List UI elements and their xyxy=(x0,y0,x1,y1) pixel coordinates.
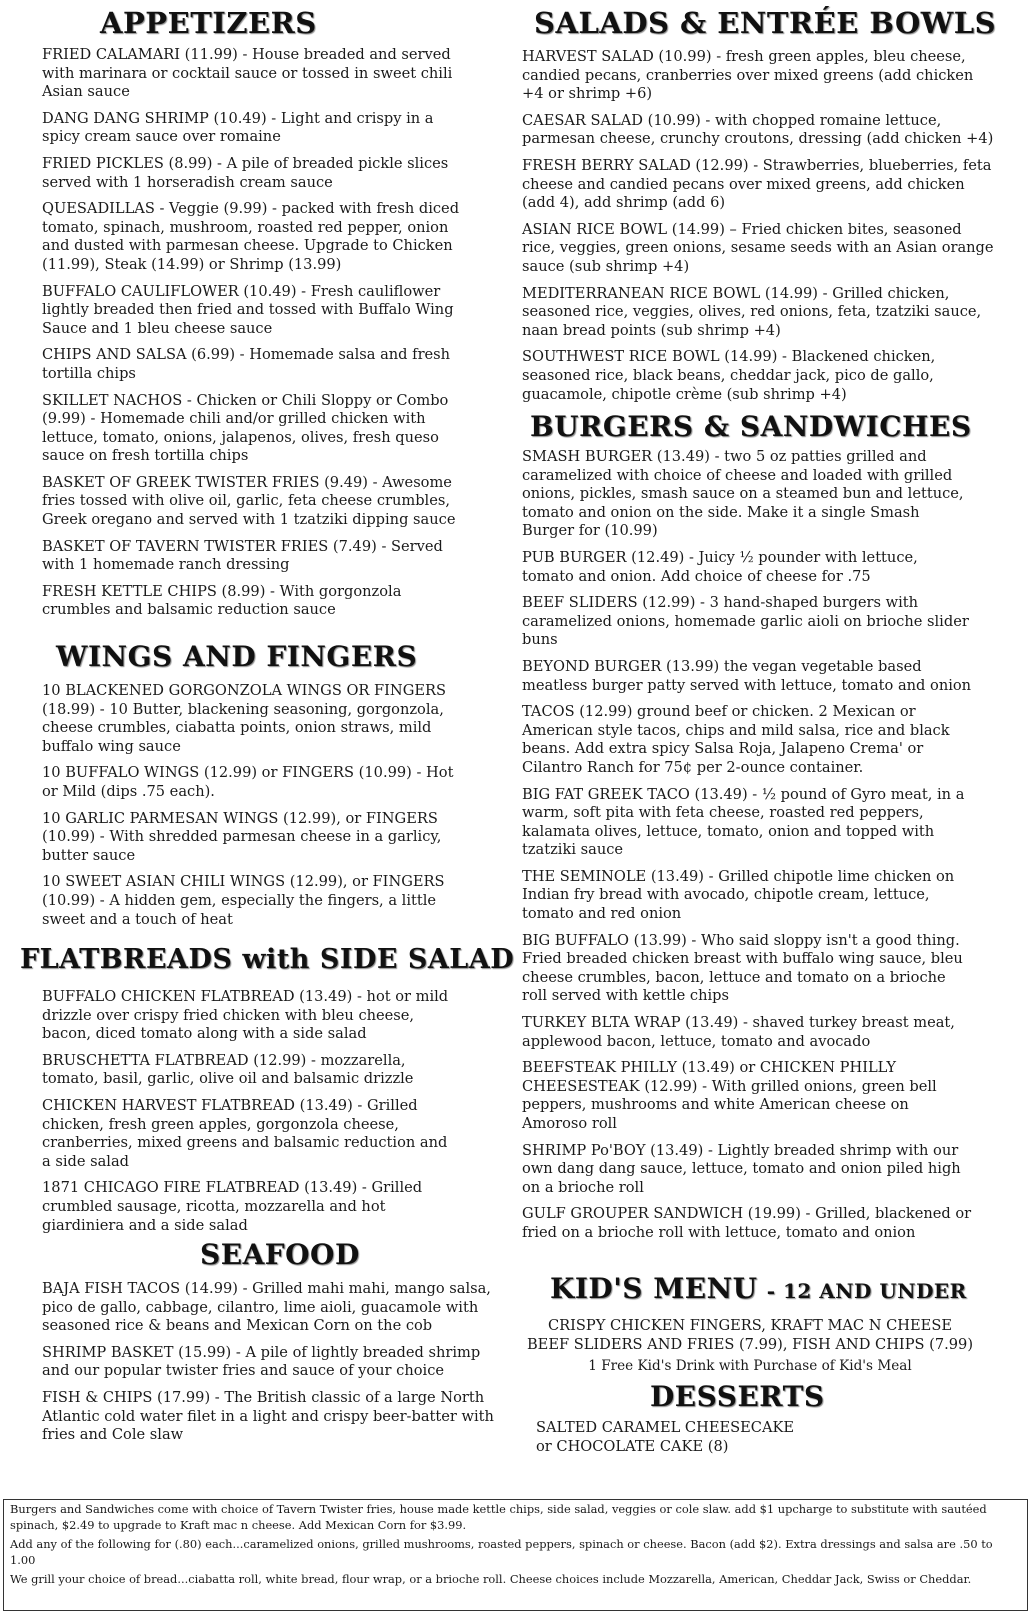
burger-item: GULF GROUPER SANDWICH (19.99) - Grilled, blackened or fried on a brioche roll with lettuce, tomato and onion xyxy=(522,1205,972,1241)
seafood-list xyxy=(42,1280,512,1453)
appetizer-item: BASKET OF TAVERN TWISTER FRIES (7.49) - Served with 1 homemade ranch dressing xyxy=(42,537,443,574)
wings-list xyxy=(42,682,462,937)
kids-menu xyxy=(500,1316,1000,1376)
salads-title: SALADS & ENTRÉE BOWLS xyxy=(534,6,997,40)
desserts-line-2: or CHOCOLATE CAKE (8) xyxy=(536,1438,729,1455)
burger-item: TACOS (12.99) ground beef or chicken. 2 Mexican or American style tacos, chips and mild salsa, rice and black beans. Add extra spicy Salsa Roja, Jalapeno Crema' or Cilantro Ranch for 75¢ per 2-ounce container. xyxy=(522,703,950,776)
footer-notes xyxy=(3,1499,1028,1611)
wings-item: 10 SWEET ASIAN CHILI WINGS (12.99), or FINGERS (10.99) - A hidden gem, especially the fingers, a little sweet and a touch of heat xyxy=(42,873,445,928)
burger-item: PUB BURGER (12.49) - Juicy ½ pounder with lettuce, tomato and onion. Add choice of cheese for .75 xyxy=(522,548,918,585)
appetizer-item: BUFFALO CAULIFLOWER (10.49) - Fresh cauliflower lightly breaded then fried and tossed with Buffalo Wing Sauce and 1 bleu cheese sauce xyxy=(42,282,454,337)
salad-item: HARVEST SALAD (10.99) - fresh green apples, bleu cheese, candied pecans, cranberries over mixed greens (add chicken +4 or shrimp +6) xyxy=(522,48,974,103)
appetizer-item: DANG DANG SHRIMP (10.49) - Light and crispy in a spicy cream sauce over romaine xyxy=(42,109,434,146)
kids-line-1: CRISPY CHICKEN FINGERS, KRAFT MAC N CHEESE xyxy=(548,1317,952,1334)
appetizers-title: APPETIZERS xyxy=(100,6,317,40)
wings-item: 10 BLACKENED GORGONZOLA WINGS OR FINGERS (18.99) - 10 Butter, blackening seasoning, gorgonzola, cheese crumbles, ciabatta points, onion straws, mild buffalo wing sauce xyxy=(42,682,447,755)
wings-item: 10 BUFFALO WINGS (12.99) or FINGERS (10.99) - Hot or Mild (dips .75 each). xyxy=(42,764,454,800)
appetizer-item: FRESH KETTLE CHIPS (8.99) - With gorgonzola crumbles and balsamic reduction sauce xyxy=(42,582,402,619)
flatbread-item: CHICKEN HARVEST FLATBREAD (13.49) - Grilled chicken, fresh green apples, gorgonzola cheese, cranberries, mixed greens and balsamic reduction and a side salad xyxy=(42,1096,448,1170)
burger-item: THE SEMINOLE (13.49) - Grilled chipotle lime chicken on Indian fry bread with avocado, chipotle cream, lettuce, tomato and red onion xyxy=(522,867,955,923)
burger-item: SHRIMP Po'BOY (13.49) - Lightly breaded shrimp with our own dang dang sauce, lettuce, tomato and onion piled high on a brioche roll xyxy=(522,1141,961,1196)
kids-subtitle: - 12 AND UNDER xyxy=(766,1279,967,1303)
desserts-title: DESSERTS xyxy=(650,1380,825,1413)
appetizer-item: QUESADILLAS - Veggie (9.99) - packed with fresh diced tomato, spinach, mushroom, roasted red pepper, onion and dusted with parmesan cheese. Upgrade to Chicken (11.99), Steak (14.99) or Shrimp (13.99) xyxy=(42,200,460,273)
footer-bread-note: We grill your choice of bread...ciabatta roll, white bread, flour wrap, or a brioche roll. Cheese choices include Mozzarella, American, Cheddar Jack, Swiss or Cheddar. xyxy=(10,1572,972,1586)
salad-item: MEDITERRANEAN RICE BOWL (14.99) - Grilled chicken, seasoned rice, veggies, olives, red onions, feta, tzatziki sauce, naan bread points (sub shrimp +4) xyxy=(522,284,982,339)
burger-item: BEYOND BURGER (13.99) the vegan vegetable based meatless burger patty served with lettuce, tomato and onion xyxy=(522,657,972,694)
burger-item: BEEFSTEAK PHILLY (13.49) or CHICKEN PHILLY CHEESESTEAK (12.99) - With grilled onions, green bell peppers, mushrooms and white American cheese on Amoroso roll xyxy=(522,1059,937,1132)
seafood-item: SHRIMP BASKET (15.99) - A pile of lightly breaded shrimp and our popular twister fries and sauce of your choice xyxy=(42,1343,481,1380)
burger-item: SMASH BURGER (13.49) - two 5 oz patties grilled and caramelized with choice of cheese and loaded with grilled onions, pickles, smash sauce on a steamed bun and lettuce, tomato and onion on the side. Make it a single Smash Burger for (10.99) xyxy=(522,448,964,540)
appetizers-list xyxy=(42,46,474,628)
wings-title: WINGS AND FINGERS xyxy=(56,640,418,673)
salad-item: CAESAR SALAD (10.99) - with chopped romaine lettuce, parmesan cheese, crunchy croutons, dressing (add chicken +4) xyxy=(522,111,994,148)
footer-sides-note: Burgers and Sandwiches come with choice of Tavern Twister fries, house made kettle chips, side salad, veggies or cole slaw. add $1 upcharge to substitute with sautéed spinach, $2.49 to upgrade to Kraft mac n cheese. Add Mexican Corn for $3.99. xyxy=(10,1502,987,1532)
flatbreads-list xyxy=(42,988,452,1243)
flatbread-item: 1871 CHICAGO FIRE FLATBREAD (13.49) - Grilled crumbled sausage, ricotta, mozzarella and hot giardiniera and a side salad xyxy=(42,1179,423,1234)
burger-item: BEEF SLIDERS (12.99) - 3 hand-shaped burgers with caramelized onions, homemade garlic aioli on brioche slider buns xyxy=(522,594,969,649)
desserts-menu xyxy=(536,1418,996,1456)
flatbreads-title: FLATBREADS with SIDE SALAD xyxy=(20,944,515,975)
kids-line-2: BEEF SLIDERS AND FRIES (7.99), FISH AND CHIPS (7.99) xyxy=(526,1336,974,1353)
salad-item: ASIAN RICE BOWL (14.99) – Fried chicken bites, seasoned rice, veggies, green onions, sesame seeds with an Asian orange sauce (sub shrimp +4) xyxy=(522,220,994,275)
seafood-item: BAJA FISH TACOS (14.99) - Grilled mahi mahi, mango salsa, pico de gallo, cabbage, cilantro, lime aioli, guacamole with seasoned rice & beans and Mexican Corn on the cob xyxy=(42,1280,491,1335)
burgers-list xyxy=(522,448,972,1251)
appetizer-item: BASKET OF GREEK TWISTER FRIES (9.49) - Awesome fries tossed with olive oil, garlic, feta cheese crumbles, Greek oregano and served with 1 tzatziki dipping sauce xyxy=(42,473,456,529)
flatbread-item: BUFFALO CHICKEN FLATBREAD (13.49) - hot or mild drizzle over crispy fried chicken with bleu cheese, bacon, diced tomato along with a side salad xyxy=(42,988,449,1043)
kids-note: 1 Free Kid's Drink with Purchase of Kid's Meal xyxy=(588,1358,912,1374)
appetizer-item: SKILLET NACHOS - Chicken or Chili Sloppy or Combo (9.99) - Homemade chili and/or grilled chicken with lettuce, tomato, onions, jalapenos, olives, fresh queso sauce on fresh tortilla chips xyxy=(42,391,449,465)
appetizer-item: FRIED PICKLES (8.99) - A pile of breaded pickle slices served with 1 horseradish cream sauce xyxy=(42,154,449,191)
burger-item: TURKEY BLTA WRAP (13.49) - shaved turkey breast meat, applewood bacon, lettuce, tomato and avocado xyxy=(522,1014,955,1050)
wings-item: 10 GARLIC PARMESAN WINGS (12.99), or FINGERS (10.99) - With shredded parmesan cheese in a garlicy, butter sauce xyxy=(42,809,442,864)
salad-item: SOUTHWEST RICE BOWL (14.99) - Blackened chicken, seasoned rice, black beans, cheddar jack, pico de gallo, guacamole, chipotle crème (sub shrimp +4) xyxy=(522,348,936,403)
burger-item: BIG FAT GREEK TACO (13.49) - ½ pound of Gyro meat, in a warm, soft pita with feta cheese, roasted red peppers, kalamata olives, lettuce, tomato, onion and topped with tzatziki sauce xyxy=(522,785,965,859)
appetizer-item: FRIED CALAMARI (11.99) - House breaded and served with marinara or cocktail sauce or tossed in sweet chili Asian sauce xyxy=(42,46,453,101)
salad-item: FRESH BERRY SALAD (12.99) - Strawberries, blueberries, feta cheese and candied pecans over mixed greens, add chicken (add 4), add shrimp (add 6) xyxy=(522,156,992,212)
burger-item: BIG BUFFALO (13.99) - Who said sloppy isn't a good thing. Fried breaded chicken breast with buffalo wing sauce, bleu cheese crumbles, bacon, lettuce and tomato on a brioche roll served with kettle chips xyxy=(522,931,963,1005)
seafood-title: SEAFOOD xyxy=(200,1238,360,1271)
salads-list xyxy=(522,48,994,412)
burgers-title: BURGERS & SANDWICHES xyxy=(530,410,972,443)
flatbread-item: BRUSCHETTA FLATBREAD (12.99) - mozzarella, tomato, basil, garlic, olive oil and balsamic drizzle xyxy=(42,1051,414,1088)
desserts-line-1: SALTED CARAMEL CHEESECAKE xyxy=(536,1419,795,1436)
kids-header xyxy=(550,1272,967,1305)
seafood-item: FISH & CHIPS (17.99) - The British classic of a large North Atlantic cold water filet in a light and crispy beer-batter with fries and Cole slaw xyxy=(42,1388,494,1444)
kids-title: KID'S MENU xyxy=(550,1272,758,1305)
appetizer-item: CHIPS AND SALSA (6.99) - Homemade salsa and fresh tortilla chips xyxy=(42,346,451,382)
footer-addons-note: Add any of the following for (.80) each...caramelized onions, grilled mushrooms, roasted peppers, spinach or cheese. Bacon (add $2). Extra dressings and salsa are .50 to 1.00 xyxy=(10,1537,993,1567)
